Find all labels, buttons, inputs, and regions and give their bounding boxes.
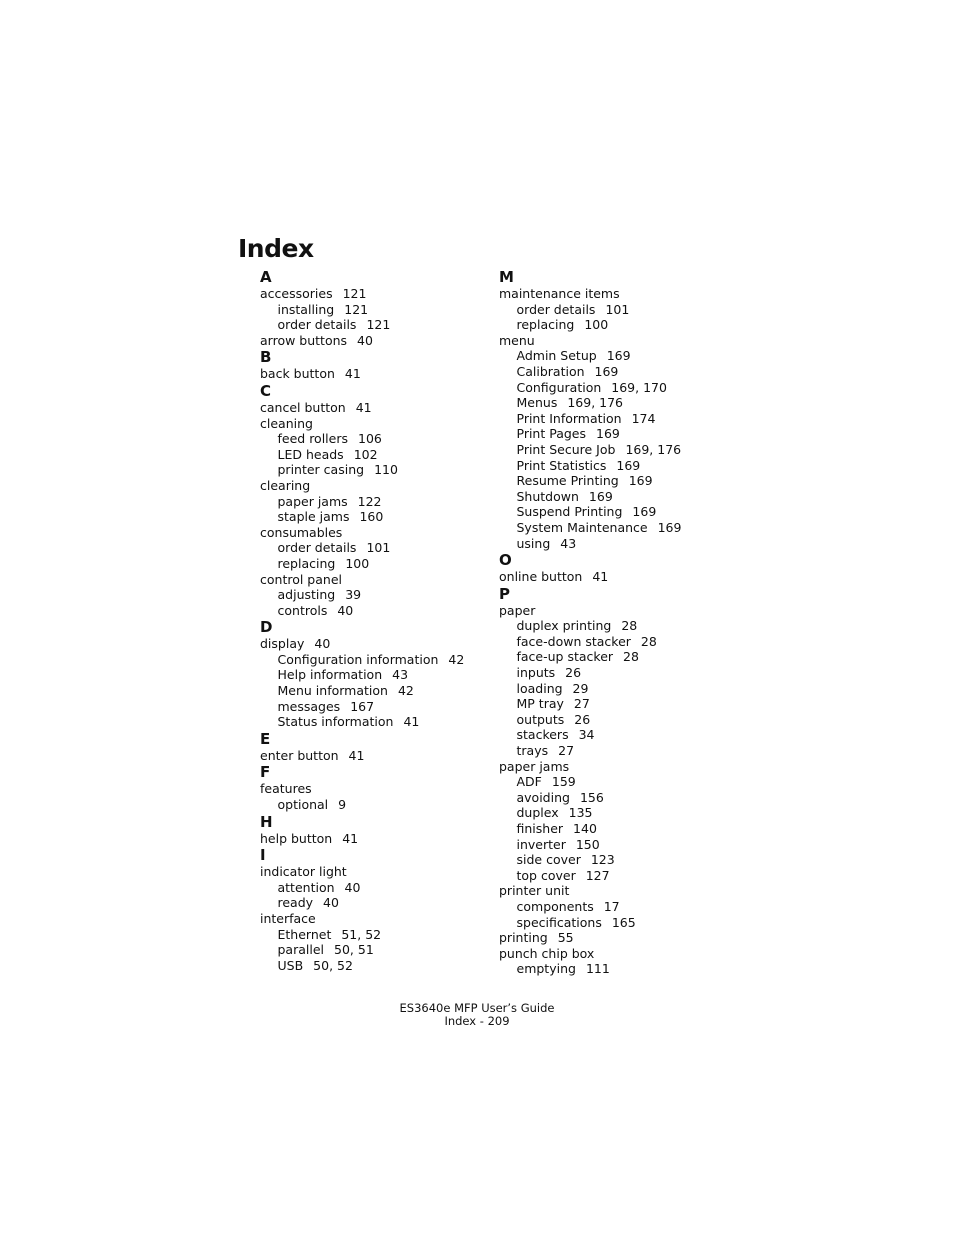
index-page-ref: 39 (345, 587, 362, 603)
index-group-m (499, 268, 734, 551)
index-subentry (499, 520, 734, 536)
index-page-ref: 140 (573, 821, 597, 836)
index-page-ref: 34 (578, 727, 595, 743)
index-letter-heading: M (499, 268, 514, 286)
index-page-ref: 169 (632, 504, 657, 520)
index-term: Print Pages (516, 426, 587, 442)
index-page-ref: 50, 52 (313, 957, 353, 973)
index-subentry (499, 727, 734, 743)
index-term: ADF (516, 774, 542, 790)
index-term: printer casing (277, 462, 365, 478)
index-term: face-up stacker (516, 649, 614, 665)
index-term: Menu information (277, 683, 388, 699)
index-entry (260, 636, 495, 652)
index-term: punch chip box (499, 945, 595, 961)
index-group-f (260, 763, 495, 812)
index-subentry (499, 665, 734, 681)
index-entry (260, 781, 495, 797)
index-term: maintenance items (499, 286, 620, 301)
index-subentry (499, 837, 734, 853)
index-entry (499, 569, 734, 585)
index-group-a (260, 268, 495, 348)
index-page-ref: 156 (579, 789, 604, 805)
index-group-d (260, 618, 495, 730)
index-entry (260, 748, 495, 764)
index-term: MP tray (516, 696, 564, 712)
index-page-ref: 160 (359, 509, 384, 525)
index-subentry (260, 447, 495, 463)
index-subentry (260, 927, 495, 943)
index-subentry (499, 649, 734, 665)
index-entry (499, 286, 734, 302)
index-group-c (260, 382, 495, 618)
index-entry (260, 864, 495, 880)
index-group-e (260, 730, 495, 764)
index-page-ref: 27 (573, 696, 590, 712)
index-term: order details (277, 540, 357, 556)
index-page-ref: 135 (568, 805, 593, 821)
index-term: inputs (516, 665, 556, 681)
index-term: Help information (277, 667, 383, 683)
index-page-ref: 40 (314, 636, 331, 652)
index-term: controls (277, 602, 328, 618)
index-subentry (499, 868, 734, 884)
index-subentry (260, 587, 495, 603)
index-page-ref: 100 (584, 317, 609, 333)
index-page-ref: 41 (403, 714, 420, 730)
index-subentry (499, 380, 734, 396)
index-subentry (260, 556, 495, 572)
footer-page-number: Index - 209 (444, 1014, 510, 1028)
index-page-ref: 169, 170 (611, 379, 667, 395)
index-page-ref: 169 (628, 473, 653, 489)
index-term: consumables (260, 524, 343, 540)
index-subentry (499, 681, 734, 697)
index-term: staple jams (277, 509, 350, 525)
index-entry (260, 525, 495, 541)
index-term: Ethernet (277, 926, 332, 942)
index-letter-heading: F (260, 763, 271, 782)
index-term: Status information (277, 714, 394, 730)
index-page-ref: 121 (342, 286, 367, 301)
index-page-ref: 101 (605, 301, 630, 317)
index-term: USB (277, 957, 304, 973)
index-term: avoiding (516, 789, 570, 805)
index-term: Suspend Printing (516, 504, 623, 520)
index-term: feed rollers (277, 431, 348, 447)
index-page-ref: 102 (353, 446, 378, 462)
index-term: Print Statistics (516, 457, 607, 473)
index-term: back button (260, 366, 335, 382)
index-page-ref: 41 (344, 366, 361, 382)
index-page-ref: 121 (366, 317, 391, 333)
index-subentry (499, 805, 734, 821)
index-subentry (260, 603, 495, 619)
index-subentry (499, 536, 734, 552)
index-group-i (260, 846, 495, 973)
index-subentry (260, 699, 495, 715)
index-subentry (499, 821, 734, 837)
index-page-ref: 169, 176 (625, 441, 682, 457)
index-term: duplex printing (516, 618, 612, 634)
index-column-left (260, 268, 495, 973)
index-subentry (260, 667, 495, 683)
index-term: help button (260, 830, 333, 846)
index-page-ref: 169 (606, 348, 631, 364)
index-page-ref: 127 (585, 867, 610, 883)
index-page-ref: 55 (557, 930, 574, 946)
index-entry (260, 333, 495, 349)
index-term: online button (499, 569, 583, 585)
index-term: paper (499, 602, 536, 618)
index-subentry (499, 618, 734, 634)
index-term: emptying (516, 961, 576, 977)
index-page-ref: 41 (342, 830, 359, 846)
index-page-ref: 41 (348, 747, 365, 763)
index-page-ref: 17 (603, 898, 620, 914)
index-subentry (499, 317, 734, 333)
index-subentry (260, 683, 495, 699)
index-term: Print Secure Job (516, 441, 616, 457)
index-entry (260, 911, 495, 927)
index-page-ref: 40 (337, 602, 354, 618)
index-subentry (499, 774, 734, 790)
index-subentry (260, 958, 495, 974)
index-letter-heading: B (260, 348, 272, 367)
index-page-ref: 43 (392, 667, 409, 683)
index-term: inverter (516, 836, 566, 852)
index-term: LED heads (277, 446, 344, 462)
index-subentry (260, 880, 495, 896)
index-term: paper jams (277, 493, 348, 509)
index-term: order details (277, 317, 357, 333)
index-term: specifications (516, 914, 602, 930)
index-page-ref: 40 (323, 895, 339, 911)
index-page-ref: 42 (448, 651, 465, 667)
index-page-ref: 26 (565, 665, 582, 681)
page-title: Index (238, 234, 314, 263)
index-letter-heading: I (260, 846, 266, 865)
index-letter-heading: O (499, 551, 512, 570)
index-page-ref: 26 (574, 711, 591, 727)
index-term: Menus (516, 395, 558, 411)
index-subentry (260, 714, 495, 730)
index-term: finisher (516, 821, 564, 836)
index-page-ref: 169 (588, 488, 613, 504)
index-subentry (499, 696, 734, 712)
footer-guide-title: ES3640e MFP User’s Guide (399, 1001, 555, 1015)
index-term: cancel button (260, 399, 346, 415)
index-subentry (499, 473, 734, 489)
index-subentry (260, 302, 495, 318)
index-term: paper jams (499, 758, 570, 774)
index-subentry (499, 899, 734, 915)
index-term: parallel (277, 942, 325, 958)
index-subentry (499, 489, 734, 505)
index-letter-heading: E (260, 729, 271, 748)
index-subentry (260, 895, 495, 911)
index-entry (499, 759, 734, 775)
index-term: replacing (277, 555, 336, 571)
index-subentry (260, 942, 495, 958)
index-term: clearing (260, 477, 311, 493)
index-term: display (260, 636, 305, 652)
index-page-ref: 169, 176 (567, 395, 624, 411)
index-subentry (499, 504, 734, 520)
index-group-b (260, 348, 495, 382)
index-term: replacing (516, 317, 575, 333)
index-term: menu (499, 332, 535, 348)
index-term: installing (277, 301, 335, 317)
index-term: System Maintenance (516, 519, 648, 535)
index-term: order details (516, 301, 596, 317)
index-letter-heading: P (499, 584, 510, 603)
index-page-ref: 41 (592, 569, 609, 585)
index-subentry (260, 431, 495, 447)
index-subentry (260, 797, 495, 813)
index-entry (260, 286, 495, 302)
index-letter-heading: H (260, 812, 273, 831)
index-subentry (499, 790, 734, 806)
index-entry (499, 930, 734, 946)
index-term: ready (277, 895, 314, 911)
index-subentry (499, 348, 734, 364)
index-term: side cover (516, 852, 581, 868)
index-group-o (499, 551, 734, 585)
index-subentry (499, 743, 734, 759)
index-subentry (499, 426, 734, 442)
index-term: Admin Setup (516, 348, 597, 364)
index-subentry (260, 540, 495, 556)
index-page-ref: 169 (657, 519, 682, 535)
index-page-ref: 111 (585, 961, 610, 977)
index-page-ref: 150 (575, 836, 600, 852)
index-page-ref: 169 (616, 457, 641, 473)
index-page-ref: 167 (350, 698, 375, 714)
index-page-ref: 159 (551, 774, 576, 790)
index-page-ref: 121 (344, 301, 369, 317)
index-subentry (260, 652, 495, 668)
index-letter-heading: C (260, 381, 272, 400)
index-page-ref: 50, 51 (334, 942, 374, 958)
index-page-ref: 43 (560, 535, 577, 551)
page-footer (0, 1002, 954, 1028)
index-term: Configuration information (277, 651, 439, 667)
index-term: loading (516, 680, 563, 696)
index-group-h (260, 813, 495, 847)
index-term: printer unit (499, 883, 570, 899)
index-subentry (499, 411, 734, 427)
index-subentry (499, 395, 734, 411)
index-term: arrow buttons (260, 332, 348, 348)
index-entry (260, 572, 495, 588)
index-term: attention (277, 879, 335, 895)
index-page-ref: 42 (397, 683, 414, 699)
index-page-ref: 101 (366, 540, 391, 556)
index-page-ref: 29 (572, 680, 589, 696)
index-subentry (499, 852, 734, 868)
index-term: enter button (260, 747, 339, 763)
index-entry (260, 478, 495, 494)
index-term: Resume Printing (516, 473, 619, 489)
index-term: indicator light (260, 864, 347, 880)
index-page-ref: 100 (345, 555, 370, 571)
index-term: components (516, 898, 594, 914)
index-entry (499, 603, 734, 619)
index-term: top cover (516, 867, 576, 883)
index-subentry (499, 915, 734, 931)
index-entry (499, 333, 734, 349)
index-subentry (499, 458, 734, 474)
index-page-ref: 28 (621, 618, 638, 634)
index-entry (260, 400, 495, 416)
index-entry (499, 946, 734, 962)
index-term: optional (277, 797, 329, 813)
index-term: stackers (516, 727, 569, 743)
index-page-ref: 41 (355, 399, 372, 415)
index-term: outputs (516, 711, 565, 727)
index-page-ref: 110 (374, 462, 398, 478)
index-page-ref: 165 (611, 914, 636, 930)
index-term: features (260, 781, 312, 797)
index-term: adjusting (277, 587, 336, 603)
index-term: face-down stacker (516, 633, 631, 649)
index-page-ref: 169 (594, 363, 619, 379)
index-subentry (260, 494, 495, 510)
index-page-ref: 106 (358, 431, 382, 447)
index-subentry (260, 509, 495, 525)
index-page-ref: 40 (344, 879, 361, 895)
index-group-p (499, 585, 734, 977)
index-entry (499, 883, 734, 899)
index-subentry (260, 317, 495, 333)
index-term: Print Information (516, 410, 622, 426)
index-term: Calibration (516, 363, 585, 379)
index-entry (260, 416, 495, 432)
index-entry (260, 831, 495, 847)
index-term: Shutdown (516, 488, 579, 504)
index-page-ref: 51, 52 (341, 926, 382, 942)
index-term: trays (516, 743, 549, 759)
index-page-ref: 174 (631, 410, 656, 426)
index-term: using (516, 535, 551, 551)
index-term: accessories (260, 286, 333, 301)
index-page-ref: 28 (640, 633, 657, 649)
index-term: printing (499, 930, 548, 946)
index-page-ref: 27 (558, 743, 575, 759)
index-subentry (499, 364, 734, 380)
index-page-ref: 169 (596, 426, 620, 442)
index-subentry (499, 634, 734, 650)
index-letter-heading: D (260, 618, 273, 637)
index-page-ref: 122 (357, 493, 382, 509)
index-page-ref: 28 (623, 649, 639, 665)
index-column-right (499, 268, 734, 977)
index-term: cleaning (260, 415, 313, 431)
index-page-ref: 9 (338, 797, 347, 813)
index-page-ref: 40 (357, 332, 373, 348)
index-term: duplex (516, 805, 559, 821)
index-subentry (499, 302, 734, 318)
index-subentry (499, 712, 734, 728)
index-term: interface (260, 911, 316, 926)
index-term: messages (277, 698, 341, 714)
index-letter-heading: A (260, 268, 272, 286)
index-entry (260, 366, 495, 382)
index-term: control panel (260, 571, 342, 587)
index-subentry (499, 961, 734, 977)
index-subentry (499, 442, 734, 458)
index-term: Configuration (516, 379, 602, 395)
index-subentry (260, 462, 495, 478)
index-page-ref: 123 (590, 852, 615, 868)
